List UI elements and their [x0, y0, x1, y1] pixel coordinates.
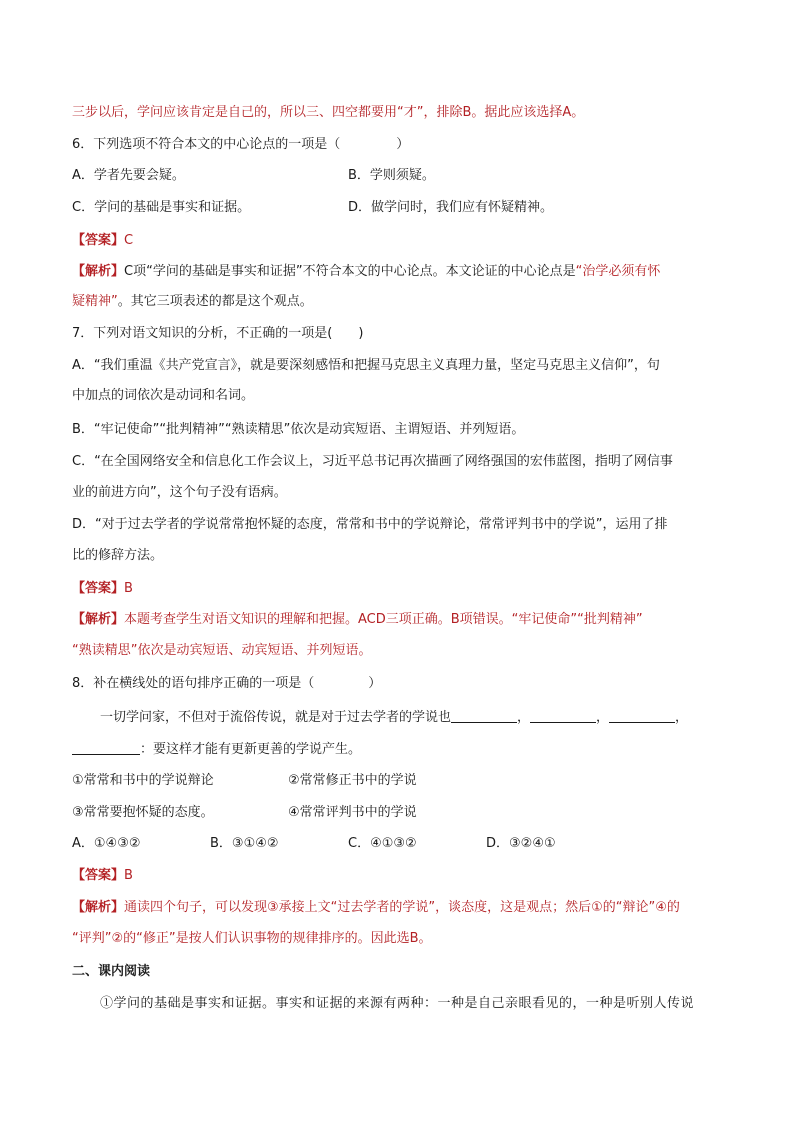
q8-answer-value: B — [124, 868, 133, 883]
q8-items-row1 — [72, 771, 417, 791]
answer-tag: 【答案】 — [72, 868, 125, 883]
comma: ， — [517, 710, 531, 725]
q6-analysis-text1: C项“学问的基础是事实和证据”不符合本文的中心论点。本文论证的中心论点是 — [124, 264, 576, 279]
q7-stem — [72, 324, 363, 344]
q6-analysis-red1: “治学必须有怀 — [575, 264, 661, 279]
comma: ， — [675, 710, 689, 725]
q7-analysis-line1 — [72, 610, 643, 630]
fill-blank-4[interactable] — [72, 740, 140, 755]
q8-stem — [72, 674, 381, 694]
q8-analysis-line2: “评判”②的“修正”是按人们认识事物的规律排序的。因此选B。 — [72, 931, 432, 946]
q6-stem-text: 6．下列选项不符合本文的中心论点的一项是（ — [72, 137, 341, 152]
q8-answer — [72, 866, 133, 886]
q6-analysis-text2: 。其它三项表述的都是这个观点。 — [117, 294, 313, 309]
fill-blank-2[interactable] — [530, 708, 596, 723]
answer-tag: 【答案】 — [72, 581, 125, 596]
q8-stem-text: 8．补在横线处的语句排序正确的一项是（ — [72, 676, 315, 691]
section-title: 二、课内阅读 — [72, 964, 151, 979]
q7-option-b: B．“牢记使命”“批判精神”“熟读精思”依次是动宾短语、主谓短语、并列短语。 — [72, 422, 525, 437]
answer-tag: 【答案】 — [72, 233, 125, 248]
analysis-tag: 【解析】 — [72, 900, 125, 915]
q8-option-d: D．③②④① — [486, 836, 556, 851]
q7-answer — [72, 579, 133, 599]
q6-options-row1 — [72, 166, 435, 186]
q6-analysis-red2: 疑精神” — [72, 294, 118, 309]
q8-passage-suffix: ：要这样才能有更新更善的学说产生。 — [140, 742, 362, 757]
reading-paragraph-1: ①学问的基础是事实和证据。事实和证据的来源有两种：一种是自己亲眼看见的，一种是听别人传说 — [100, 996, 695, 1011]
q6-option-a: A．学者先要会疑。 — [72, 168, 185, 183]
q7-option-d-line1: D．“对于过去学者的学说常常抱怀疑的态度，常常和书中的学说辩论，常常评判书中的学说”，运用了排 — [72, 517, 668, 532]
q8-item-3: ③常常要抱怀疑的态度。 — [72, 805, 214, 820]
q6-analysis-line1 — [72, 262, 660, 282]
q8-item-1: ①常常和书中的学说辩论 — [72, 773, 214, 788]
q8-option-a: A．①④③② — [72, 836, 141, 851]
q6-options-row2 — [72, 198, 553, 218]
q6-option-d: D．做学问时，我们应有怀疑精神。 — [348, 200, 554, 215]
q8-option-c: C．④①③② — [348, 836, 417, 851]
comma: ， — [596, 710, 610, 725]
q7-analysis-text1: 本题考查学生对语文知识的理解和把握。ACD三项正确。B项错误。“牢记使命”“批判精神” — [124, 612, 643, 627]
q7-option-a-line2: 中加点的词依次是动词和名词。 — [72, 388, 255, 403]
q8-items-row2 — [72, 803, 417, 823]
q6-stem — [72, 135, 409, 155]
fill-blank-1[interactable] — [451, 708, 517, 723]
q6-option-c: C．学问的基础是事实和证据。 — [72, 200, 251, 215]
q8-stem-close: ） — [368, 676, 382, 691]
q8-passage-line2 — [72, 740, 361, 760]
q7-option-c-line2: 业的前进方向”，这个句子没有语病。 — [72, 485, 287, 500]
q7-option-d-line2: 比的修辞方法。 — [72, 548, 164, 563]
q8-option-b: B．③①④② — [210, 836, 279, 851]
q5-analysis-tail: 三步以后，学问应该肯定是自己的，所以三、四空都要用“才”，排除B。据此应该选择A。 — [72, 105, 585, 120]
analysis-tag: 【解析】 — [72, 264, 125, 279]
q6-stem-close: ） — [396, 137, 410, 152]
q8-analysis-text1: 通读四个句子，可以发现③承接上文“过去学者的学说”，谈态度，这是观点；然后①的“辩论”④的 — [124, 900, 680, 915]
q7-stem-text: 7．下列对语文知识的分析，不正确的一项是( — [72, 326, 333, 341]
q8-item-4: ④常常评判书中的学说 — [288, 805, 417, 820]
q8-item-2: ②常常修正书中的学说 — [288, 773, 417, 788]
q7-option-c-line1: C．“在全国网络安全和信息化工作会议上，习近平总书记再次描画了网络强国的宏伟蓝图，指明了网信事 — [72, 454, 673, 469]
q7-analysis-line2: “熟读精思”依次是动宾短语、动宾短语、并列短语。 — [72, 643, 372, 658]
fill-blank-3[interactable] — [609, 708, 675, 723]
q7-answer-value: B — [124, 581, 133, 596]
q7-stem-close: ) — [358, 326, 364, 341]
q6-answer-value: C — [124, 233, 134, 248]
q8-passage-line1 — [100, 708, 688, 728]
q8-passage-prefix: 一切学问家，不但对于流俗传说，就是对于过去学者的学说也 — [100, 710, 452, 725]
q8-options — [72, 834, 556, 854]
q7-option-a-line1: A．“我们重温《共产党宣言》，就是要深刻感悟和把握马克思主义真理力量，坚定马克思主义信仰”，句 — [72, 358, 660, 373]
q6-answer — [72, 231, 133, 251]
q6-analysis-line2 — [72, 292, 313, 312]
q6-option-b: B．学则须疑。 — [348, 168, 435, 183]
q8-analysis-line1 — [72, 898, 680, 918]
analysis-tag: 【解析】 — [72, 612, 125, 627]
